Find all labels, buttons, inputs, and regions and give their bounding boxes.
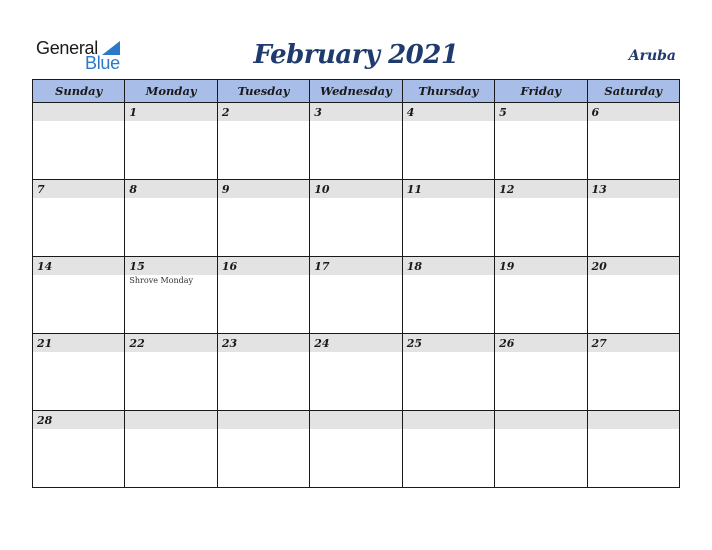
- day-number: 20: [591, 260, 607, 273]
- day-cell-content: [403, 257, 494, 333]
- day-number: 26: [499, 337, 515, 350]
- day-cell: [402, 103, 494, 180]
- day-cell: [310, 334, 402, 411]
- day-number: 23: [221, 337, 238, 350]
- day-number: 17: [314, 260, 330, 273]
- logo-text-blue: Blue: [85, 53, 120, 73]
- country-label: Aruba: [628, 48, 676, 64]
- day-number-bar: [218, 411, 309, 429]
- month-calendar: [32, 79, 680, 488]
- day-cell: [33, 103, 125, 180]
- day-number: 14: [37, 260, 53, 273]
- week-row: [33, 103, 680, 180]
- day-number-bar: [125, 103, 216, 121]
- day-number-bar: [403, 411, 494, 429]
- day-cell: [587, 257, 679, 334]
- day-cell-content: [495, 103, 586, 179]
- weekday-header-row: [33, 80, 680, 103]
- day-cell-content: [588, 411, 679, 487]
- day-number: 25: [406, 337, 422, 350]
- day-number-bar: [125, 180, 216, 198]
- day-cell: [217, 411, 309, 488]
- day-cell-content: [310, 411, 401, 487]
- day-cell: [587, 411, 679, 488]
- weekday-tuesday: Tuesday: [217, 80, 309, 103]
- day-number-bar: [125, 411, 216, 429]
- day-number: 9: [221, 183, 230, 196]
- day-number: 16: [221, 260, 238, 273]
- day-cell: [217, 180, 309, 257]
- day-cell: [495, 411, 587, 488]
- day-number: 5: [499, 106, 507, 119]
- day-cell-content: [33, 257, 124, 333]
- day-cell: [217, 103, 309, 180]
- day-cell-content: [218, 411, 309, 487]
- weekday-thursday: Thursday: [402, 80, 494, 103]
- calendar-body: [33, 103, 680, 488]
- holiday-label: Shrove Monday: [129, 276, 194, 285]
- day-number: 19: [499, 260, 515, 273]
- day-cell: [33, 257, 125, 334]
- day-cell: [495, 334, 587, 411]
- day-number: 10: [314, 183, 330, 196]
- day-cell-content: [310, 257, 401, 333]
- day-cell-content: [403, 411, 494, 487]
- day-number-bar: [33, 180, 124, 198]
- day-number: 22: [129, 337, 145, 350]
- week-row: [33, 411, 680, 488]
- day-cell-content: [125, 103, 216, 179]
- day-number: 18: [406, 260, 422, 273]
- day-number: 15: [129, 260, 145, 273]
- day-cell: [125, 257, 217, 334]
- day-cell-content: [588, 180, 679, 256]
- week-row: [33, 257, 680, 334]
- day-number-bar: [218, 103, 309, 121]
- day-number-bar: [310, 103, 401, 121]
- day-number-bar: [588, 411, 679, 429]
- day-number-bar: [588, 103, 679, 121]
- day-cell-content: [403, 180, 494, 256]
- day-cell-content: [588, 334, 679, 410]
- page-title: February 2021: [253, 40, 459, 70]
- day-number: 21: [37, 337, 53, 350]
- day-cell-content: [403, 103, 494, 179]
- day-number-bar: [403, 103, 494, 121]
- day-cell-content: [588, 257, 679, 333]
- day-number: 13: [591, 183, 607, 196]
- day-cell: [495, 103, 587, 180]
- weekday-monday: Monday: [125, 80, 217, 103]
- day-cell: [125, 334, 217, 411]
- day-cell: [125, 103, 217, 180]
- day-cell: [402, 257, 494, 334]
- day-number: 6: [591, 106, 600, 119]
- day-cell: [125, 411, 217, 488]
- day-cell-content: [125, 411, 216, 487]
- weekday-friday: Friday: [495, 80, 587, 103]
- day-cell-content: [310, 103, 401, 179]
- day-cell-content: [125, 257, 216, 333]
- day-cell: [310, 257, 402, 334]
- day-cell: [33, 180, 125, 257]
- logo-text-general: General: [36, 38, 98, 58]
- day-cell-content: [218, 103, 309, 179]
- day-cell-content: [33, 180, 124, 256]
- day-cell-content: [495, 180, 586, 256]
- day-cell-content: [125, 180, 216, 256]
- day-cell-content: [33, 103, 124, 179]
- day-cell: [402, 334, 494, 411]
- day-cell-content: [310, 180, 401, 256]
- day-number: 1: [129, 106, 138, 119]
- day-cell: [402, 180, 494, 257]
- day-cell-content: [403, 334, 494, 410]
- weekday-wednesday: Wednesday: [310, 80, 402, 103]
- day-number: 11: [406, 183, 422, 196]
- day-number: 7: [37, 183, 45, 196]
- weekday-saturday: Saturday: [587, 80, 679, 103]
- day-cell: [310, 180, 402, 257]
- day-cell-content: [218, 180, 309, 256]
- day-cell: [587, 103, 679, 180]
- day-number-bar: [33, 103, 124, 121]
- day-cell-content: [218, 334, 309, 410]
- day-cell: [310, 103, 402, 180]
- day-cell: [495, 180, 587, 257]
- day-number: 8: [129, 183, 138, 196]
- day-cell-content: [33, 334, 124, 410]
- day-number: 28: [37, 414, 53, 427]
- day-cell-content: [33, 411, 124, 487]
- day-cell-content: [125, 334, 216, 410]
- day-cell-content: [588, 103, 679, 179]
- week-row: [33, 334, 680, 411]
- day-cell-content: [495, 257, 586, 333]
- day-number: 27: [591, 337, 607, 350]
- day-cell-content: [495, 334, 586, 410]
- day-number: 24: [314, 337, 330, 350]
- day-number-bar: [218, 180, 309, 198]
- weekday-sunday: Sunday: [33, 80, 125, 103]
- day-number: 3: [314, 106, 322, 119]
- day-cell: [587, 334, 679, 411]
- day-number: 4: [406, 106, 415, 119]
- day-cell: [495, 257, 587, 334]
- day-number-bar: [495, 411, 586, 429]
- day-cell-content: [495, 411, 586, 487]
- day-cell: [587, 180, 679, 257]
- week-row: [33, 180, 680, 257]
- day-cell: [310, 411, 402, 488]
- day-cell: [217, 334, 309, 411]
- day-cell: [217, 257, 309, 334]
- day-number: 12: [499, 183, 515, 196]
- day-cell: [33, 411, 125, 488]
- day-cell: [125, 180, 217, 257]
- day-cell-content: [218, 257, 309, 333]
- day-cell-content: [310, 334, 401, 410]
- day-number-bar: [310, 411, 401, 429]
- day-number: 2: [221, 106, 230, 119]
- day-cell: [33, 334, 125, 411]
- day-cell: [402, 411, 494, 488]
- day-number-bar: [495, 103, 586, 121]
